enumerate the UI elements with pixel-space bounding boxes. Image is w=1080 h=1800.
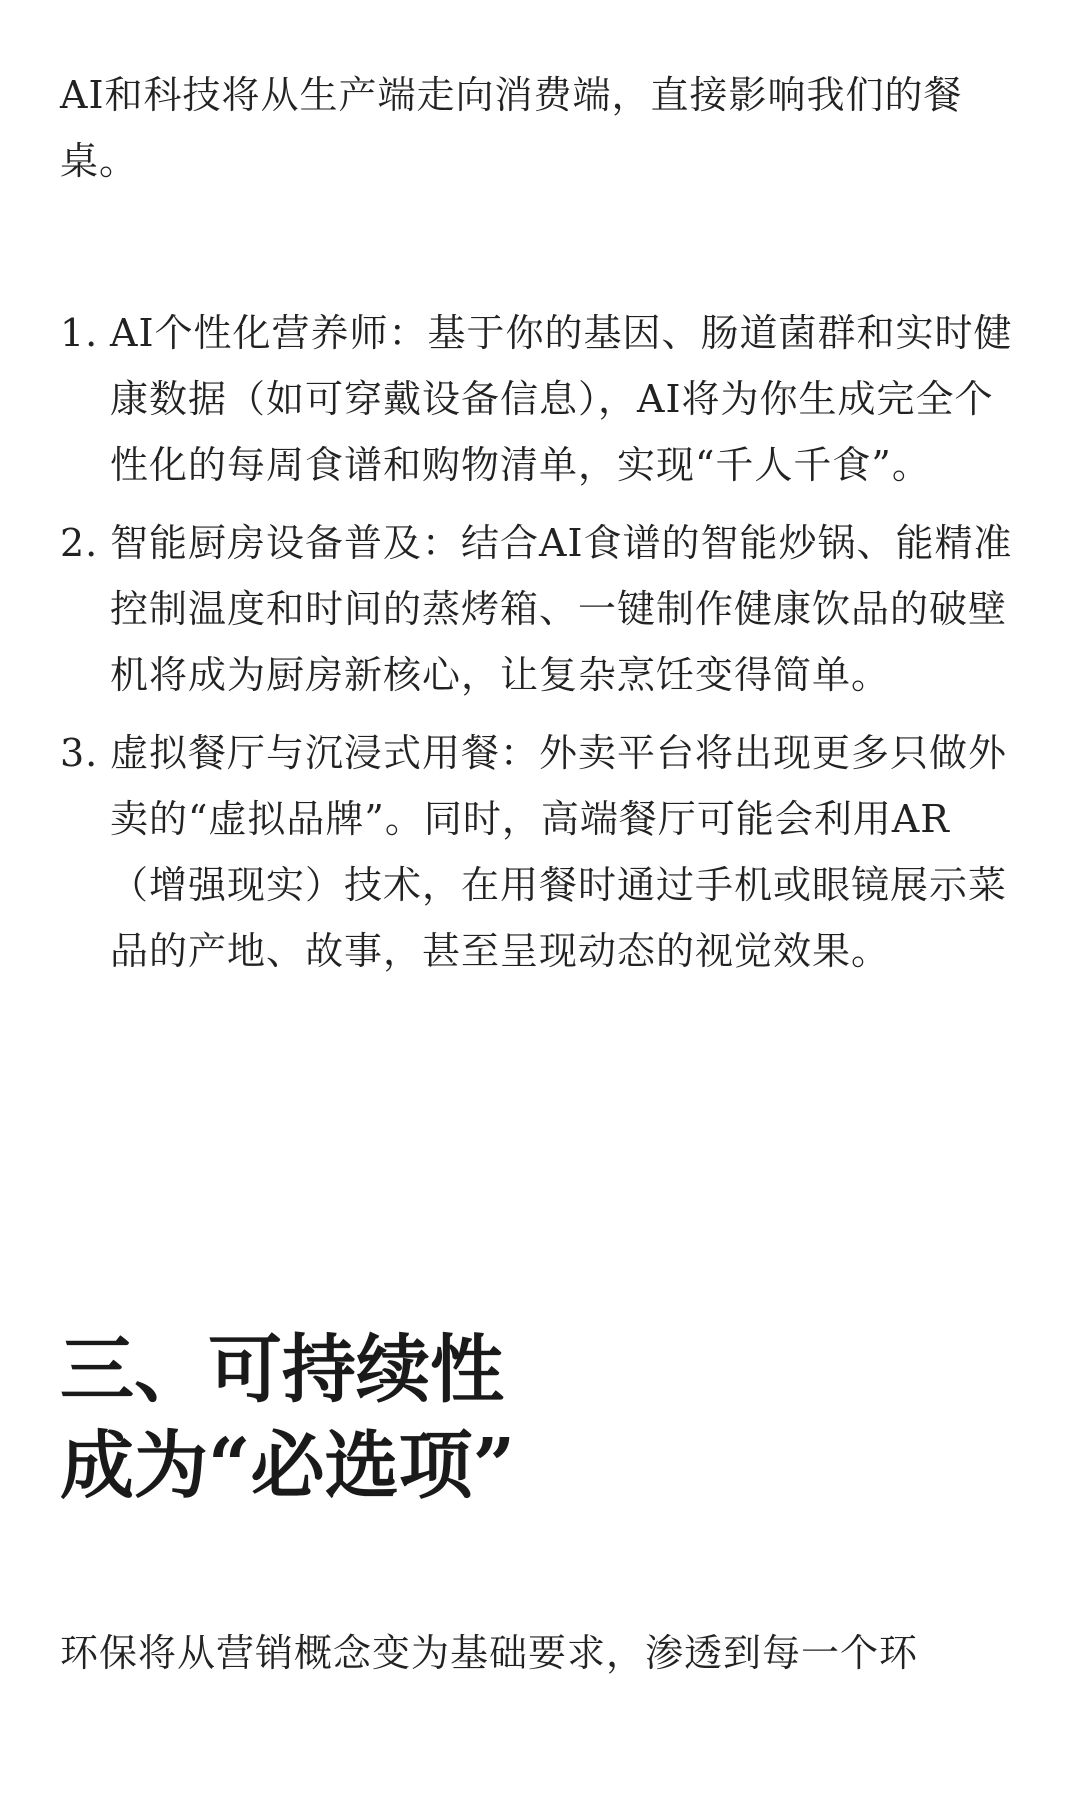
intro-paragraph: AI和科技将从生产端走向消费端，直接影响我们的餐桌。 xyxy=(60,73,963,183)
list-item xyxy=(60,300,1020,498)
section-heading-line-2: 成为“必选项” xyxy=(60,1423,516,1509)
section-heading-line-1: 三、可持续性 xyxy=(60,1327,504,1413)
list-item-text: 虚拟餐厅与沉浸式用餐：外卖平台将出现更多只做外卖的“虚拟品牌”。同时，高端餐厅可能会利用AR（增强现实）技术，在用餐时通过手机或眼镜展示菜品的产地、故事，甚至呈现动态的视觉效果。 xyxy=(110,731,1008,973)
trend-list xyxy=(60,300,1020,996)
list-item-number: 2. xyxy=(60,521,99,565)
list-item xyxy=(60,510,1020,708)
list-item-number: 3. xyxy=(60,731,99,775)
list-item-text: 智能厨房设备普及：结合AI食谱的智能炒锅、能精准控制温度和时间的蒸烤箱、一键制作健康饮品的破壁机将成为厨房新核心，让复杂烹饪变得简单。 xyxy=(110,521,1013,697)
list-item-number: 1. xyxy=(60,311,99,355)
outro-paragraph: 环保将从营销概念变为基础要求，渗透到每一个环 xyxy=(60,1631,919,1675)
list-item-text: AI个性化营养师：基于你的基因、肠道菌群和实时健康数据（如可穿戴设备信息），AI将为你生成完全个性化的每周食谱和购物清单，实现“千人千食”。 xyxy=(110,311,1013,487)
section-heading xyxy=(60,1322,1020,1514)
list-item xyxy=(60,720,1020,984)
